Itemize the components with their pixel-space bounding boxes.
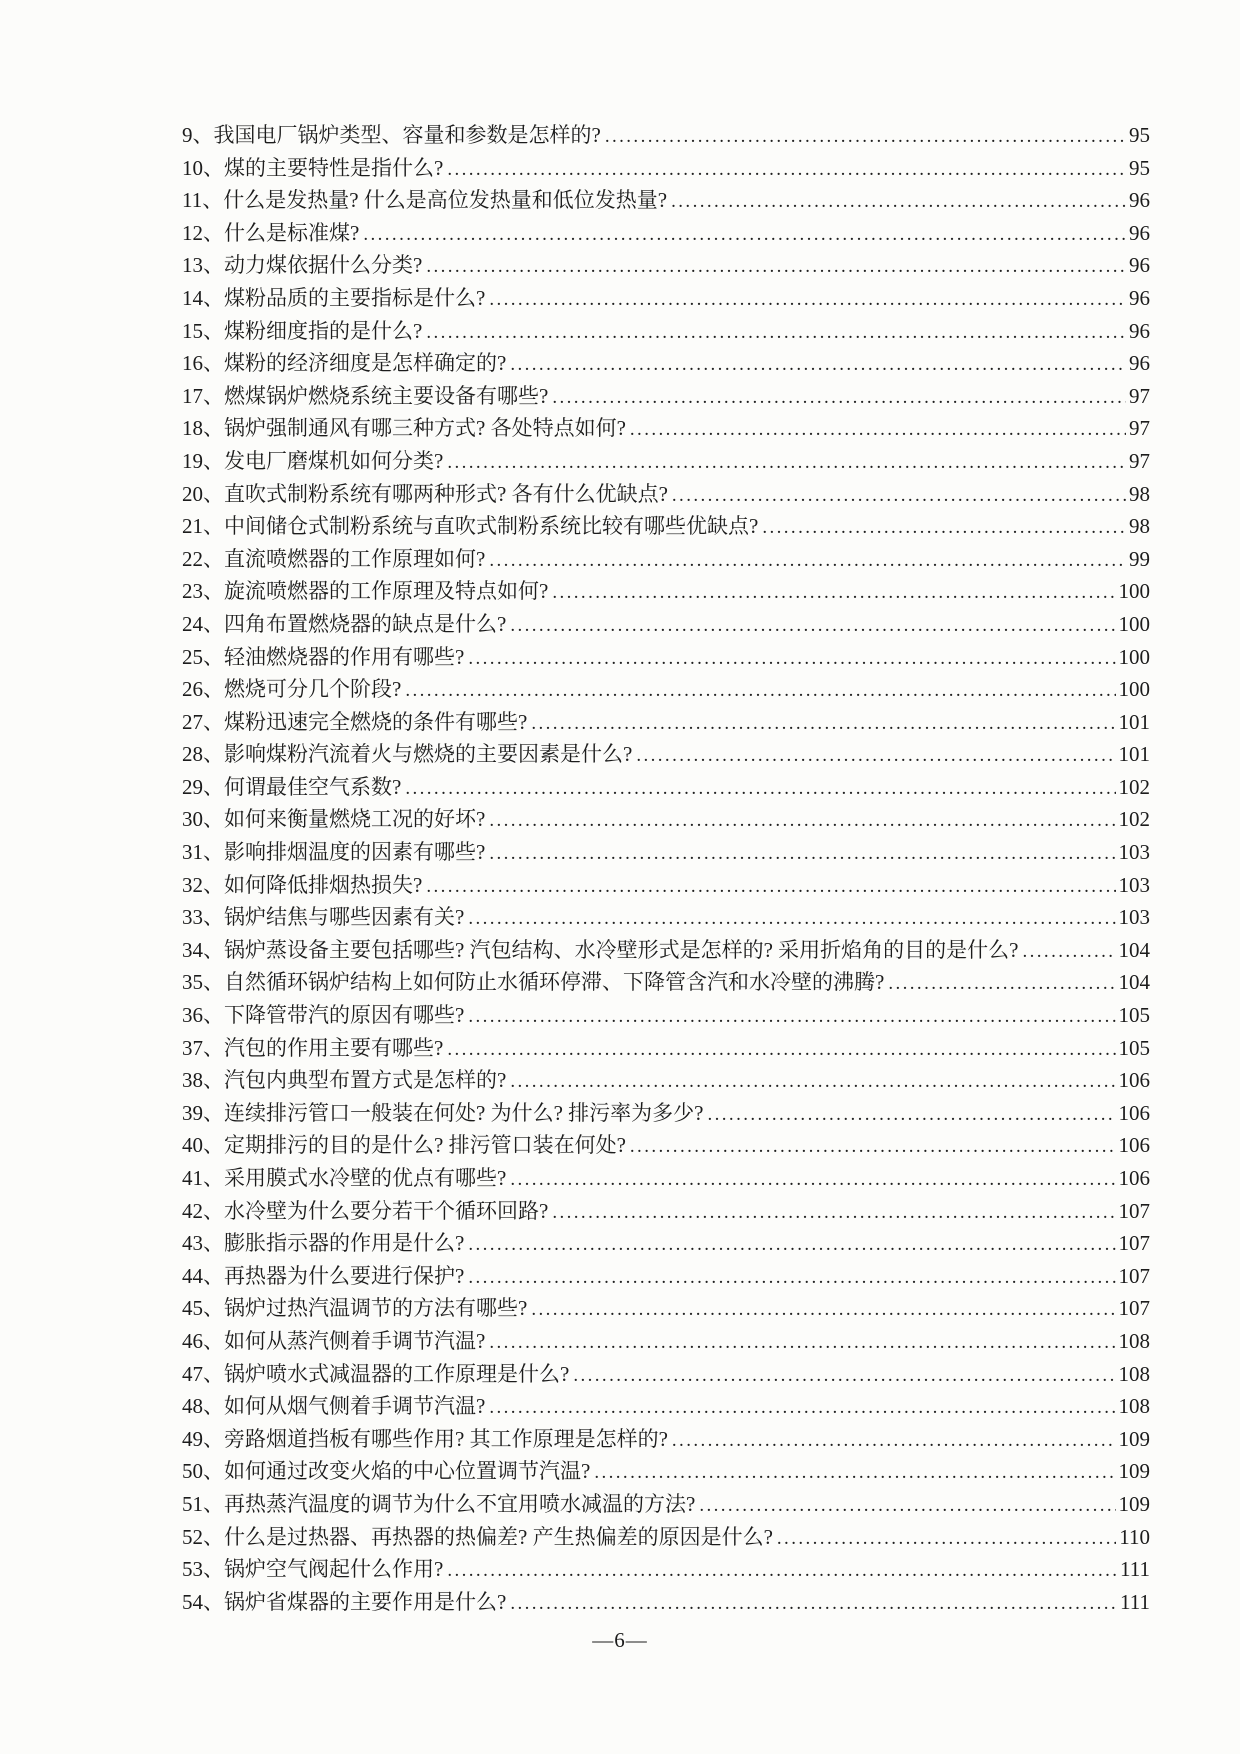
toc-entry xyxy=(182,1032,1150,1065)
toc-entry xyxy=(182,901,1150,934)
toc-entry-number: 12、 xyxy=(182,220,224,245)
toc-entry-title: 何谓最佳空气系数? xyxy=(224,774,402,799)
toc-entry-page: 105 xyxy=(1118,1003,1150,1028)
toc-entry-number: 30、 xyxy=(182,807,224,832)
toc-entry-number: 44、 xyxy=(182,1263,224,1288)
dot-leader xyxy=(405,773,1115,806)
dot-leader xyxy=(672,480,1126,513)
dot-leader xyxy=(363,219,1126,252)
toc-entry-page: 111 xyxy=(1120,1589,1150,1614)
toc-entry-page: 101 xyxy=(1118,742,1150,767)
dot-leader xyxy=(405,675,1115,708)
toc-entry-page: 108 xyxy=(1118,1361,1150,1386)
toc-entry-title: 旁路烟道挡板有哪些作用? 其工作原理是怎样的? xyxy=(224,1426,668,1451)
toc-entry xyxy=(182,119,1150,152)
toc-entry-title: 膨胀指示器的作用是什么? xyxy=(224,1231,465,1256)
toc-entry-number: 52、 xyxy=(182,1524,224,1549)
dot-leader xyxy=(468,1262,1115,1295)
toc-entry-number: 38、 xyxy=(182,1068,224,1093)
dot-leader xyxy=(552,382,1126,415)
toc-entry-number: 27、 xyxy=(182,709,224,734)
toc-entry xyxy=(182,282,1150,315)
toc-entry-number: 53、 xyxy=(182,1557,224,1582)
toc-entry-page: 106 xyxy=(1118,1133,1150,1158)
toc-entry-page: 106 xyxy=(1118,1166,1150,1190)
dot-leader xyxy=(489,1392,1115,1425)
toc-entry xyxy=(182,1064,1150,1097)
toc-entry-number: 51、 xyxy=(182,1491,224,1516)
toc-entry-title: 发电厂磨煤机如何分类? xyxy=(224,448,444,473)
toc-entry xyxy=(182,1097,1150,1130)
toc-entry-title: 轻油燃烧器的作用有哪些? xyxy=(224,644,465,669)
toc-entry-number: 47、 xyxy=(182,1361,224,1386)
toc-entry xyxy=(182,510,1150,543)
dot-leader xyxy=(447,154,1126,187)
toc-entry xyxy=(182,1195,1150,1228)
toc-entry-title: 再热蒸汽温度的调节为什么不宜用喷水减温的方法? xyxy=(224,1491,696,1516)
toc-entry-title: 锅炉强制通风有哪三种方式? 各处特点如何? xyxy=(224,416,626,441)
toc-entry-number: 14、 xyxy=(182,285,224,310)
toc-entry-page: 102 xyxy=(1118,774,1150,799)
dot-leader xyxy=(489,284,1126,317)
toc-entry xyxy=(182,1162,1150,1195)
toc-entry-number: 13、 xyxy=(182,253,224,278)
toc-entry-page: 109 xyxy=(1118,1426,1150,1451)
toc-entry-number: 16、 xyxy=(182,351,224,376)
dot-leader xyxy=(762,512,1126,545)
toc-entry-title: 煤粉迅速完全燃烧的条件有哪些? xyxy=(224,709,528,734)
toc-entry xyxy=(182,1586,1150,1619)
dot-leader xyxy=(888,968,1115,1001)
toc-entry-number: 10、 xyxy=(182,155,224,180)
toc-entry xyxy=(182,1423,1150,1456)
toc-entry-title: 锅炉空气阀起什么作用? xyxy=(224,1557,444,1582)
dot-leader xyxy=(489,1327,1115,1360)
toc-entry-title: 什么是发热量? 什么是高位发热量和低位发热量? xyxy=(223,188,668,213)
toc-entry xyxy=(182,608,1150,641)
toc-entry-page: 95 xyxy=(1129,123,1150,147)
toc-entry-page: 103 xyxy=(1118,872,1150,897)
toc-entry-page: 101 xyxy=(1118,709,1150,734)
toc-entry-page: 106 xyxy=(1118,1100,1150,1125)
toc-entry-title: 锅炉蒸设备主要包括哪些? 汽包结构、水冷壁形式是怎样的? 采用折焰角的目的是什么? xyxy=(224,937,1019,962)
toc-entry-page: 103 xyxy=(1118,840,1150,865)
toc-entry-title: 旋流喷燃器的工作原理及特点如何? xyxy=(224,579,549,604)
toc-entry-page: 96 xyxy=(1129,188,1150,213)
toc-entry-number: 25、 xyxy=(182,644,224,669)
dot-leader xyxy=(699,1490,1115,1523)
toc-entry-page: 98 xyxy=(1129,514,1150,539)
toc-entry xyxy=(182,771,1150,804)
dot-leader xyxy=(447,447,1126,480)
toc-entry-number: 31、 xyxy=(182,840,224,865)
dot-leader xyxy=(468,1229,1115,1262)
toc-entry-number: 39、 xyxy=(182,1100,224,1125)
toc-entry-page: 100 xyxy=(1118,677,1150,702)
dot-leader xyxy=(1022,936,1115,969)
toc-entry-number: 28、 xyxy=(182,742,224,767)
toc-entry-number: 21、 xyxy=(182,514,224,539)
toc-entry-title: 如何从烟气侧着手调节汽温? xyxy=(224,1394,486,1419)
toc-entry xyxy=(182,347,1150,380)
dot-leader xyxy=(489,805,1115,838)
toc-entry-page: 100 xyxy=(1118,644,1150,669)
toc-entry xyxy=(182,1292,1150,1325)
toc-entry-title: 锅炉过热汽温调节的方法有哪些? xyxy=(224,1296,528,1321)
toc-entry-page: 107 xyxy=(1118,1198,1150,1223)
toc-entry-page: 108 xyxy=(1118,1394,1150,1419)
dot-leader xyxy=(573,1360,1115,1393)
toc-entry xyxy=(182,673,1150,706)
toc-entry-number: 49、 xyxy=(182,1426,224,1451)
toc-entry-title: 如何通过改变火焰的中心位置调节汽温? xyxy=(224,1459,591,1484)
toc-entry-title: 直吹式制粉系统有哪两种形式? 各有什么优缺点? xyxy=(224,481,668,506)
toc-entry-page: 97 xyxy=(1129,383,1150,408)
toc-entry xyxy=(182,412,1150,445)
toc-entry xyxy=(182,1553,1150,1586)
toc-entry xyxy=(182,966,1150,999)
toc-entry-title: 燃煤锅炉燃烧系统主要设备有哪些? xyxy=(224,383,549,408)
toc-entry-title: 汽包的作用主要有哪些? xyxy=(224,1035,444,1060)
toc-entry-number: 35、 xyxy=(182,970,224,995)
dot-leader xyxy=(510,610,1115,643)
dot-leader xyxy=(636,740,1115,773)
toc-entry-page: 107 xyxy=(1118,1263,1150,1288)
toc-entry-number: 40、 xyxy=(182,1133,224,1158)
toc-entry xyxy=(182,1227,1150,1260)
toc-entry-title: 什么是标准煤? xyxy=(224,220,360,245)
toc-entry-title: 燃烧可分几个阶段? xyxy=(224,677,402,702)
toc-entry-page: 97 xyxy=(1129,448,1150,473)
toc-entry xyxy=(182,1455,1150,1488)
toc-entry-page: 100 xyxy=(1118,579,1150,604)
toc-entry xyxy=(182,184,1150,217)
toc-entry xyxy=(182,836,1150,869)
toc-entry xyxy=(182,999,1150,1032)
dot-leader xyxy=(510,1164,1115,1197)
toc-entry-title: 定期排污的目的是什么? 排污管口装在何处? xyxy=(224,1133,626,1158)
toc-entry xyxy=(182,1325,1150,1358)
toc-entry xyxy=(182,380,1150,413)
toc-entry-number: 36、 xyxy=(182,1003,224,1028)
dot-leader xyxy=(531,708,1115,741)
toc-entry-title: 我国电厂锅炉类型、容量和参数是怎样的? xyxy=(213,123,601,147)
toc-entry-number: 46、 xyxy=(182,1328,224,1353)
toc-entry-title: 煤的主要特性是指什么? xyxy=(224,155,444,180)
toc-entry-title: 如何来衡量燃烧工况的好坏? xyxy=(224,807,486,832)
toc-entry-page: 96 xyxy=(1129,318,1150,343)
dot-leader xyxy=(777,1523,1116,1556)
dot-leader xyxy=(510,349,1126,382)
toc-entry xyxy=(182,249,1150,282)
toc-entry xyxy=(182,1390,1150,1423)
toc-entry xyxy=(182,478,1150,511)
toc-entry-title: 如何从蒸汽侧着手调节汽温? xyxy=(224,1328,486,1353)
toc-entry-number: 19、 xyxy=(182,448,224,473)
toc-entry xyxy=(182,315,1150,348)
toc-entry xyxy=(182,1488,1150,1521)
toc-entry-number: 17、 xyxy=(182,383,224,408)
toc-entry-page: 95 xyxy=(1129,155,1150,180)
toc-entry-title: 煤粉品质的主要指标是什么? xyxy=(224,285,486,310)
toc-entry-page: 103 xyxy=(1118,905,1150,930)
toc-entry-number: 50、 xyxy=(182,1459,224,1484)
dot-leader xyxy=(552,1197,1115,1230)
dot-leader xyxy=(447,1034,1115,1067)
toc-entry-page: 110 xyxy=(1119,1524,1150,1549)
toc-entry-title: 锅炉省煤器的主要作用是什么? xyxy=(224,1589,507,1614)
dot-leader xyxy=(531,1294,1115,1327)
dot-leader xyxy=(605,121,1126,154)
toc-entry xyxy=(182,738,1150,771)
toc-entry-page: 104 xyxy=(1118,937,1150,962)
toc-entry-page: 109 xyxy=(1118,1459,1150,1484)
toc-entry-number: 41、 xyxy=(182,1166,224,1190)
toc-entry-number: 26、 xyxy=(182,677,224,702)
toc-entry xyxy=(182,1521,1150,1554)
toc-entry-number: 37、 xyxy=(182,1035,224,1060)
dot-leader xyxy=(707,1099,1115,1132)
toc-entry-number: 29、 xyxy=(182,774,224,799)
toc-entry xyxy=(182,217,1150,250)
dot-leader xyxy=(672,1425,1116,1458)
toc-entry-number: 42、 xyxy=(182,1198,224,1223)
toc-entry-page: 104 xyxy=(1118,970,1150,995)
toc-entry-page: 106 xyxy=(1118,1068,1150,1093)
toc-entry-page: 97 xyxy=(1129,416,1150,441)
toc-entry xyxy=(182,1358,1150,1391)
toc-entry-title: 采用膜式水冷壁的优点有哪些? xyxy=(224,1166,507,1190)
dot-leader xyxy=(468,903,1115,936)
toc-entry xyxy=(182,706,1150,739)
dot-leader xyxy=(426,317,1126,350)
dot-leader xyxy=(510,1066,1115,1099)
toc-entry xyxy=(182,1260,1150,1293)
toc-entry-title: 锅炉结焦与哪些因素有关? xyxy=(224,905,465,930)
page-number-footer: —6— xyxy=(592,1628,648,1652)
toc-entry-title: 直流喷燃器的工作原理如何? xyxy=(224,546,486,571)
toc-entry-title: 自然循环锅炉结构上如何防止水循环停滞、下降管含汽和水冷壁的沸腾? xyxy=(224,970,885,995)
toc-entry-page: 108 xyxy=(1118,1328,1150,1353)
toc-entry-page: 99 xyxy=(1129,546,1150,571)
toc-entry-page: 109 xyxy=(1118,1491,1150,1516)
toc-entry-page: 96 xyxy=(1129,253,1150,278)
toc-entry-number: 20、 xyxy=(182,481,224,506)
toc-entry-title: 下降管带汽的原因有哪些? xyxy=(224,1003,465,1028)
toc-entry-number: 9、 xyxy=(182,123,214,147)
dot-leader xyxy=(630,414,1126,447)
toc-entry-page: 107 xyxy=(1118,1231,1150,1256)
toc-entry-number: 54、 xyxy=(182,1589,224,1614)
dot-leader xyxy=(552,577,1115,610)
toc-entry-title: 汽包内典型布置方式是怎样的? xyxy=(224,1068,507,1093)
toc-entry xyxy=(182,934,1150,967)
toc-entry-number: 15、 xyxy=(182,318,224,343)
toc-entry-number: 34、 xyxy=(182,937,224,962)
toc-entry-title: 影响排烟温度的因素有哪些? xyxy=(224,840,486,865)
toc-entry-title: 水冷壁为什么要分若干个循环回路? xyxy=(224,1198,549,1223)
toc-entry-number: 23、 xyxy=(182,579,224,604)
toc-entry-page: 107 xyxy=(1118,1296,1150,1321)
dot-leader xyxy=(671,186,1126,219)
toc-entry-page: 96 xyxy=(1129,285,1150,310)
dot-leader xyxy=(510,1588,1117,1621)
toc-entry-page: 98 xyxy=(1129,481,1150,506)
toc-entry xyxy=(182,543,1150,576)
toc-entry xyxy=(182,1129,1150,1162)
toc-entry-page: 105 xyxy=(1118,1035,1150,1060)
toc-entry-page: 102 xyxy=(1118,807,1150,832)
toc-list xyxy=(182,119,1150,1618)
toc-entry-title: 影响煤粉汽流着火与燃烧的主要因素是什么? xyxy=(224,742,633,767)
toc-entry xyxy=(182,152,1150,185)
toc-entry-page: 96 xyxy=(1129,351,1150,376)
dot-leader xyxy=(594,1457,1115,1490)
toc-entry-number: 48、 xyxy=(182,1394,224,1419)
dot-leader xyxy=(426,871,1115,904)
dot-leader xyxy=(426,251,1126,284)
toc-entry-title: 中间储仓式制粉系统与直吹式制粉系统比较有哪些优缺点? xyxy=(224,514,759,539)
toc-entry-number: 33、 xyxy=(182,905,224,930)
dot-leader xyxy=(630,1131,1116,1164)
toc-entry-title: 动力煤依据什么分类? xyxy=(224,253,423,278)
dot-leader xyxy=(489,545,1126,578)
toc-entry-title: 如何降低排烟热损失? xyxy=(224,872,423,897)
toc-entry xyxy=(182,641,1150,674)
toc-entry-title: 连续排污管口一般装在何处? 为什么? 排污率为多少? xyxy=(224,1100,704,1125)
dot-leader xyxy=(468,643,1115,676)
toc-entry-number: 18、 xyxy=(182,416,224,441)
dot-leader xyxy=(489,838,1115,871)
toc-entry-number: 24、 xyxy=(182,611,224,636)
toc-entry-title: 煤粉的经济细度是怎样确定的? xyxy=(224,351,507,376)
toc-entry-number: 22、 xyxy=(182,546,224,571)
toc-entry-number: 43、 xyxy=(182,1231,224,1256)
toc-entry-number: 45、 xyxy=(182,1296,224,1321)
toc-entry-number: 11、 xyxy=(182,188,224,213)
toc-entry-page: 100 xyxy=(1118,611,1150,636)
dot-leader xyxy=(447,1555,1117,1588)
toc-entry-title: 四角布置燃烧器的缺点是什么? xyxy=(224,611,507,636)
toc-entry-page: 96 xyxy=(1129,220,1150,245)
toc-entry xyxy=(182,803,1150,836)
toc-entry xyxy=(182,445,1150,478)
dot-leader xyxy=(468,1001,1115,1034)
toc-entry xyxy=(182,869,1150,902)
toc-entry-title: 锅炉喷水式减温器的工作原理是什么? xyxy=(224,1361,570,1386)
toc-entry-title: 煤粉细度指的是什么? xyxy=(224,318,423,343)
toc-entry-title: 再热器为什么要进行保护? xyxy=(224,1263,465,1288)
toc-entry-number: 32、 xyxy=(182,872,224,897)
toc-entry xyxy=(182,575,1150,608)
toc-entry-title: 什么是过热器、再热器的热偏差? 产生热偏差的原因是什么? xyxy=(224,1524,773,1549)
toc-entry-page: 111 xyxy=(1120,1557,1150,1582)
